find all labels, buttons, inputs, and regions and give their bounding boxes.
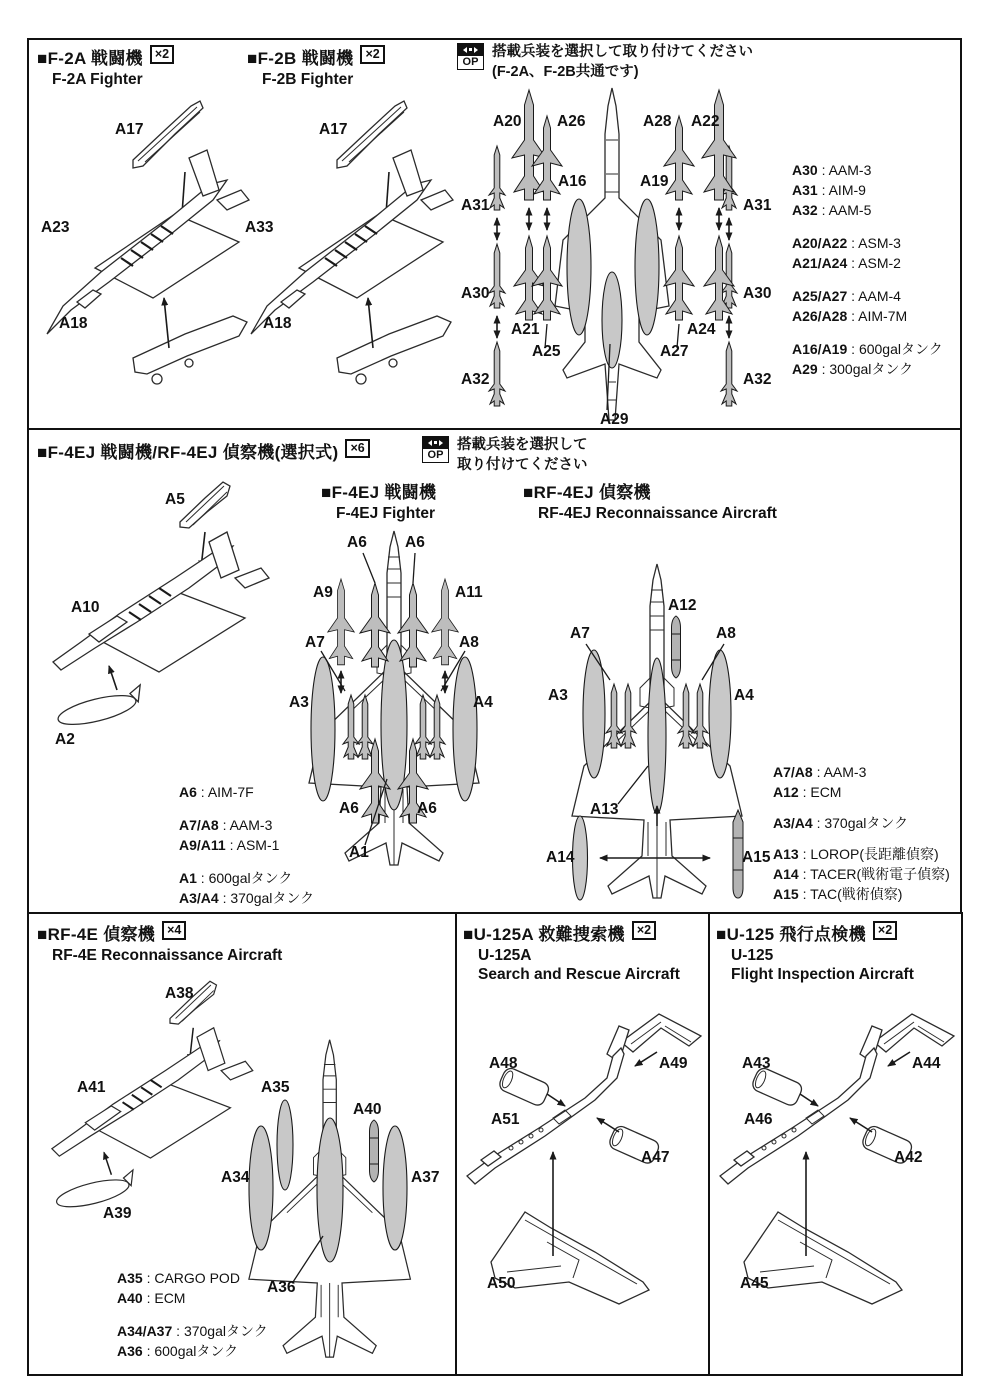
rf4ej-title-jp: ■RF-4EJ 偵察機: [523, 483, 651, 502]
rf4ej-legend: [773, 762, 950, 917]
legend-row: A40 : ECM: [117, 1288, 268, 1308]
f2b-qty-badge: ×2: [360, 45, 384, 64]
u125a-qty-badge: ×2: [632, 921, 656, 940]
part-label: A35: [261, 1079, 290, 1096]
f2a-aircraft-art: [47, 101, 249, 384]
rf4e-header: [37, 920, 282, 965]
part-label: A7: [570, 625, 590, 642]
part-label-tank: A2: [55, 731, 75, 748]
part-label-underside: A18: [59, 315, 88, 332]
part-label: A34: [221, 1169, 250, 1186]
f4ej-title-jp: ■F-4EJ 戦闘機: [321, 483, 437, 502]
part-label: A31: [461, 197, 490, 214]
legend-row: A1 : 600galタンク: [179, 868, 314, 888]
legend-group: [773, 844, 950, 904]
u125-qty-badge: ×2: [873, 921, 897, 940]
f2-op-note: [457, 43, 753, 82]
f2-op-text: [492, 43, 753, 82]
part-label-engine-lower: A42: [894, 1149, 923, 1166]
f4-title-jp: ■F-4EJ 戦闘機/RF-4EJ 偵察機(選択式): [37, 443, 339, 462]
u125a-title-jp: ■U-125A 救難捜索機: [463, 925, 625, 944]
part-label: A21: [511, 321, 540, 338]
legend-group: [179, 868, 314, 908]
legend-group: [117, 1268, 268, 1308]
legend-row: A15 : TAC(戦術偵察): [773, 884, 950, 904]
f2b-title-jp: ■F-2B 戦闘機: [247, 49, 354, 68]
legend-row: A21/A24 : ASM-2: [792, 253, 943, 273]
part-label-fuselage: A41: [77, 1079, 106, 1096]
legend-group: [792, 160, 943, 220]
op-icon-label: OP: [422, 449, 449, 463]
f2-op-line1: 搭載兵装を選択して取り付けてください: [492, 44, 753, 60]
u125a-name: U-125A: [478, 947, 532, 964]
legend-row: A26/A28 : AIM-7M: [792, 306, 943, 326]
f4-op-note: [422, 436, 588, 475]
rf4e-title-jp: ■RF-4E 偵察機: [37, 925, 156, 944]
op-icon: [457, 43, 484, 70]
f2b-assembly-diagram: [241, 96, 451, 386]
part-label: A37: [411, 1169, 440, 1186]
panel-f4ej-rf4ej: [27, 428, 962, 914]
panel-f2: [27, 38, 962, 430]
part-label: A24: [687, 321, 716, 338]
part-label: A30: [461, 285, 490, 302]
u125-header: [716, 920, 914, 984]
part-label: A19: [640, 173, 669, 190]
legend-row: A34/A37 : 370galタンク: [117, 1321, 268, 1341]
legend-row: A9/A11 : ASM-1: [179, 835, 314, 855]
legend-group: [792, 233, 943, 273]
part-label: A22: [691, 113, 720, 130]
f2-weapons-legend: [792, 160, 943, 392]
part-label: A6: [405, 534, 425, 551]
part-label: A3: [548, 687, 568, 704]
part-label: A15: [742, 849, 771, 866]
part-label-tailplane: A44: [912, 1055, 941, 1072]
legend-group: [179, 815, 314, 855]
part-label: A31: [743, 197, 772, 214]
legend-group: [179, 782, 314, 802]
legend-row: A16/A19 : 600galタンク: [792, 339, 943, 359]
f2a-assembly-diagram: [37, 96, 247, 386]
legend-row: A7/A8 : AAM-3: [179, 815, 314, 835]
f4-qty-badge: ×6: [345, 439, 369, 458]
u125-title-jp: ■U-125 飛行点検機: [716, 925, 866, 944]
op-icon-label: OP: [457, 56, 484, 70]
part-label: A30: [743, 285, 772, 302]
f4-assembly-diagram: [37, 472, 307, 757]
legend-row: A31 : AIM-9: [792, 180, 943, 200]
legend-row: A14 : TACER(戦術電子偵察): [773, 864, 950, 884]
f2a-title-jp: ■F-2A 戦闘機: [37, 49, 143, 68]
legend-group: [117, 1321, 268, 1361]
part-label-fuselage: A51: [491, 1111, 520, 1128]
part-label-wing: A45: [740, 1275, 769, 1292]
part-label-fuselage: A33: [245, 219, 274, 236]
u125-assembly-diagram: [714, 990, 959, 1335]
f2b-aircraft-art: [251, 101, 453, 384]
legend-row: A7/A8 : AAM-3: [773, 762, 950, 782]
rf4ej-loadout-diagram: [542, 558, 772, 908]
part-label: A8: [459, 634, 479, 651]
panel-rf4e: [27, 912, 457, 1376]
legend-row: A29 : 300galタンク: [792, 359, 943, 379]
option-arrows-icon: [457, 43, 484, 56]
part-label: A32: [743, 371, 772, 388]
panel-u125: [708, 912, 963, 1376]
legend-row: A12 : ECM: [773, 782, 950, 802]
rf4e-qty-badge: ×4: [162, 921, 186, 940]
legend-row: A20/A22 : ASM-3: [792, 233, 943, 253]
part-label-underside: A18: [263, 315, 292, 332]
u125-name: U-125: [731, 947, 774, 964]
part-label: A14: [546, 849, 575, 866]
part-label-fuselage: A46: [744, 1111, 773, 1128]
part-label: A29: [600, 411, 629, 428]
part-label-engine-lower: A47: [641, 1149, 670, 1166]
part-label-engine-upper: A43: [742, 1055, 771, 1072]
legend-row: A36 : 600galタンク: [117, 1341, 268, 1361]
rf4e-legend: [117, 1268, 268, 1374]
f4-op-line2: 取り付けてください: [457, 456, 588, 473]
part-label: A40: [353, 1101, 382, 1118]
legend-group: [773, 813, 950, 833]
part-label-engine-upper: A48: [489, 1055, 518, 1072]
part-label-canopy: A17: [115, 121, 144, 138]
part-label-fuselage: A23: [41, 219, 70, 236]
legend-row: A25/A27 : AAM-4: [792, 286, 943, 306]
u125a-title-en: Search and Rescue Aircraft: [478, 966, 680, 983]
f4ej-legend: [179, 782, 314, 921]
part-label: A32: [461, 371, 490, 388]
part-label-tank: A39: [103, 1205, 132, 1222]
part-label: A28: [643, 113, 672, 130]
f4-section-header: [37, 438, 370, 463]
part-label: A16: [558, 173, 587, 190]
part-label: A20: [493, 113, 522, 130]
part-label: A11: [455, 584, 483, 601]
f4ej-loadout-diagram: [287, 527, 502, 867]
legend-row: A30 : AAM-3: [792, 160, 943, 180]
part-label: A6: [347, 534, 367, 551]
f4ej-subheader: [321, 478, 436, 523]
f2a-title-en: F-2A Fighter: [52, 71, 143, 88]
legend-group: [792, 286, 943, 326]
part-label: A12: [668, 597, 697, 614]
part-label: A13: [590, 801, 619, 818]
legend-row: A32 : AAM-5: [792, 200, 943, 220]
f2a-qty-badge: ×2: [150, 45, 174, 64]
part-label: A36: [267, 1279, 296, 1296]
f2b-header: [247, 44, 385, 89]
part-label-canopy: A17: [319, 121, 348, 138]
part-label-canopy: A5: [165, 491, 185, 508]
legend-row: A3/A4 : 370galタンク: [773, 813, 950, 833]
legend-row: A3/A4 : 370galタンク: [179, 888, 314, 908]
part-label-wing: A50: [487, 1275, 516, 1292]
part-label: A3: [289, 694, 309, 711]
part-label-canopy: A38: [165, 985, 194, 1002]
op-icon: [422, 436, 449, 463]
part-label: A9: [313, 584, 333, 601]
part-label: A27: [660, 343, 689, 360]
legend-row: A6 : AIM-7F: [179, 782, 314, 802]
legend-group: [792, 339, 943, 379]
part-label: A26: [557, 113, 586, 130]
part-label: A6: [339, 800, 359, 817]
f2-weapons-diagram: [457, 82, 792, 427]
f4-op-text: [457, 436, 588, 475]
legend-row: A35 : CARGO POD: [117, 1268, 268, 1288]
u125a-header: [463, 920, 680, 984]
part-label-tailplane: A49: [659, 1055, 688, 1072]
rf4ej-subheader: [523, 478, 777, 523]
f2b-title-en: F-2B Fighter: [262, 71, 354, 88]
option-arrows-icon: [422, 436, 449, 449]
u125-title-en: Flight Inspection Aircraft: [731, 966, 914, 983]
u125a-assembly-diagram: [461, 990, 706, 1335]
rf4e-title-en: RF-4E Reconnaissance Aircraft: [52, 947, 283, 964]
rf4ej-title-en: RF-4EJ Reconnaissance Aircraft: [538, 505, 777, 522]
part-label: A4: [734, 687, 754, 704]
part-label: A25: [532, 343, 561, 360]
part-label: A8: [716, 625, 736, 642]
panel-u125a: [455, 912, 710, 1376]
legend-group: [773, 762, 950, 802]
part-label-fuselage: A10: [71, 599, 100, 616]
part-label: A6: [417, 800, 437, 817]
f4ej-title-en: F-4EJ Fighter: [336, 505, 436, 522]
legend-row: A13 : LOROP(長距離偵察): [773, 844, 950, 864]
part-label: A4: [473, 694, 493, 711]
part-label: A1: [349, 844, 369, 861]
rf4e-pods-art: [370, 1120, 379, 1182]
f2-op-line2: (F-2A、F-2B共通です): [492, 63, 639, 80]
f2a-header: [37, 44, 174, 89]
part-label: A7: [305, 634, 325, 651]
f4-op-line1: 搭載兵装を選択して: [457, 437, 588, 453]
